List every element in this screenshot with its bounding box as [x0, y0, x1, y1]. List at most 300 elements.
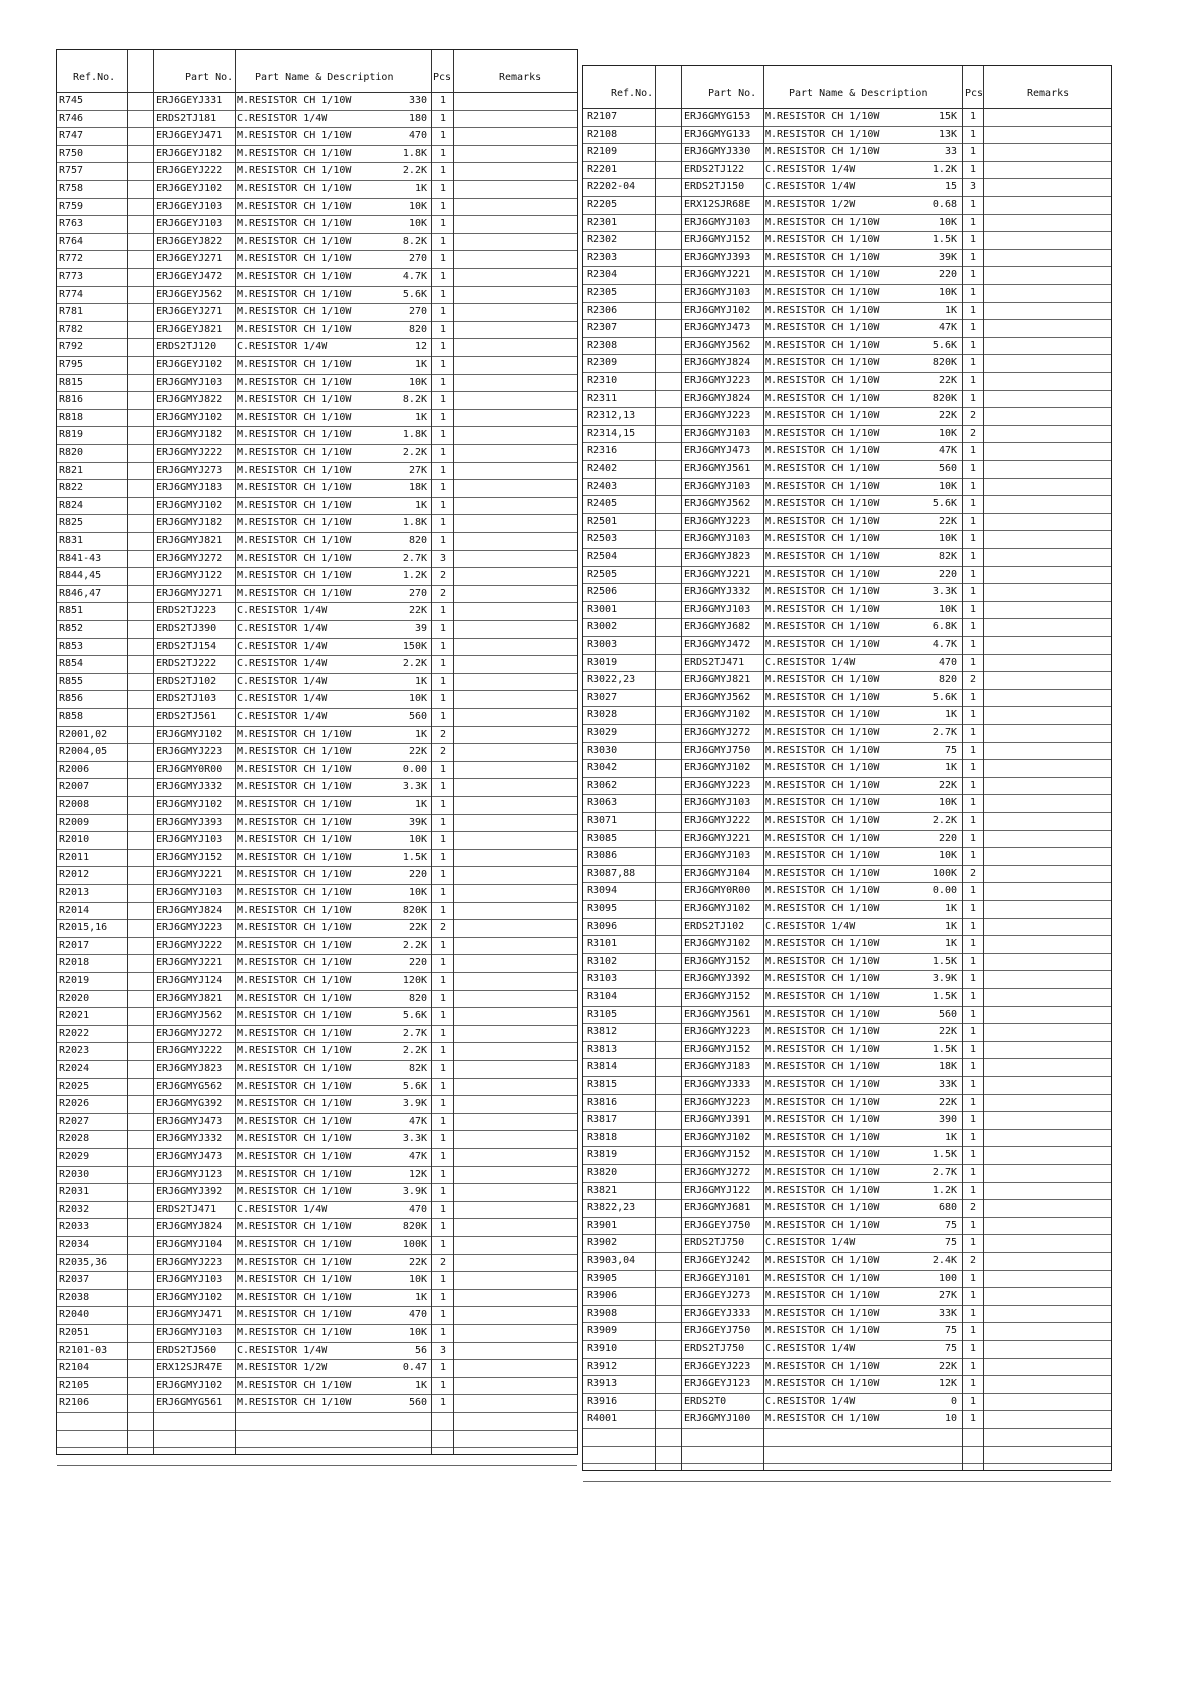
part-no-cell: ERJ6GMYJ102 [684, 762, 751, 774]
ref-no-cell: R2051 [59, 1327, 90, 1338]
ref-no-cell: R3901 [587, 1219, 618, 1231]
table-row [583, 284, 1111, 303]
ref-no-cell: R2104 [59, 1362, 90, 1374]
table-row [583, 1182, 1111, 1201]
table-row [57, 1306, 577, 1325]
table-row [57, 444, 577, 463]
part-name-cell: M.RESISTOR CH 1/10W [237, 1027, 352, 1039]
part-name-cell: M.RESISTOR CH 1/10W [765, 1307, 880, 1319]
value-cell: 0.00 [932, 885, 957, 897]
value-cell: 22K [938, 1096, 957, 1108]
table-row [57, 1289, 577, 1308]
part-name-cell: M.RESISTOR CH 1/10W [765, 1202, 880, 1214]
ref-no-cell: R2505 [587, 568, 618, 580]
table-row [583, 1041, 1111, 1060]
ref-no-cell: R3812 [587, 1026, 618, 1038]
table-row [57, 1271, 577, 1290]
ref-no-cell: R3908 [587, 1307, 618, 1319]
value-cell: 1K [414, 728, 427, 740]
part-no-cell: ERJ6GMYJ562 [684, 498, 751, 510]
value-cell: 12K [408, 1168, 427, 1180]
header-remarks: Remarks [499, 72, 542, 83]
part-name-cell: M.RESISTOR CH 1/10W [237, 218, 352, 230]
part-name-cell: M.RESISTOR CH 1/10W [765, 903, 880, 914]
part-no-cell: ERJ6GEYJ821 [156, 323, 223, 335]
header-part-name: Part Name & Description [789, 88, 928, 99]
pcs-cell: 2 [969, 1202, 977, 1214]
value-cell: 8.2K [402, 394, 427, 406]
part-no-cell: ERJ6GMYJ102 [156, 411, 223, 423]
pcs-cell: 1 [969, 128, 977, 140]
ref-no-cell: R822 [59, 482, 84, 494]
part-name-cell: M.RESISTOR CH 1/10W [765, 586, 880, 598]
pcs-cell: 1 [439, 95, 447, 106]
pcs-cell: 1 [439, 799, 447, 810]
table-row [57, 866, 577, 885]
table-row [57, 127, 577, 146]
value-cell: 39K [408, 816, 427, 828]
table-row [583, 1217, 1111, 1236]
pcs-cell: 1 [969, 991, 977, 1002]
part-name-cell: M.RESISTOR CH 1/10W [765, 463, 880, 474]
table-row [583, 777, 1111, 796]
table-row [583, 1287, 1111, 1306]
part-no-cell: ERJ6GMYJ393 [684, 251, 751, 263]
pcs-cell: 1 [439, 235, 447, 247]
pcs-cell: 1 [969, 1307, 977, 1319]
value-cell: 3.3K [402, 781, 427, 793]
table-row [583, 1129, 1111, 1148]
table-row [57, 250, 577, 269]
ref-no-cell: R3821 [587, 1184, 618, 1196]
ref-no-cell: R3815 [587, 1079, 618, 1090]
value-cell: 1K [414, 411, 427, 423]
table-row [583, 1270, 1111, 1289]
pcs-cell: 1 [439, 482, 447, 494]
value-cell: 1.2K [932, 163, 957, 175]
ref-no-cell: R2022 [59, 1027, 90, 1039]
part-no-cell: ERJ6GMYJ562 [684, 691, 751, 703]
value-cell: 8.2K [402, 235, 427, 247]
pcs-cell: 1 [969, 762, 977, 774]
part-no-cell: ERDS2T0 [684, 1395, 727, 1407]
value-cell: 2.2K [402, 165, 427, 177]
ref-no-cell: R3086 [587, 850, 618, 862]
value-cell: 150K [402, 640, 427, 652]
part-no-cell: ERJ6GMYJ103 [156, 834, 223, 846]
table-row [57, 796, 577, 815]
empty-row [57, 1430, 577, 1449]
ref-no-cell: R3085 [587, 832, 618, 844]
table-row [57, 1342, 577, 1361]
table-row [57, 462, 577, 481]
pcs-cell: 1 [439, 517, 447, 529]
ref-no-cell: R846,47 [59, 587, 102, 599]
value-cell: 13K [938, 128, 957, 140]
part-name-cell: M.RESISTOR CH 1/10W [765, 128, 880, 140]
pcs-cell: 1 [439, 640, 447, 652]
ref-no-cell: R816 [59, 394, 84, 406]
part-name-cell: M.RESISTOR CH 1/10W [237, 306, 352, 318]
ref-no-cell: R851 [59, 605, 84, 617]
value-cell: 2.2K [402, 447, 427, 458]
pcs-cell: 1 [439, 693, 447, 705]
part-name-cell: M.RESISTOR CH 1/10W [237, 517, 352, 529]
part-name-cell: M.RESISTOR CH 1/10W [237, 570, 352, 582]
part-name-cell: M.RESISTOR CH 1/10W [237, 992, 352, 1004]
part-name-cell: M.RESISTOR CH 1/10W [765, 410, 880, 422]
part-name-cell: M.RESISTOR CH 1/10W [237, 130, 352, 142]
table-row [57, 92, 577, 111]
ref-no-cell: R795 [59, 359, 84, 370]
value-cell: 10K [938, 603, 957, 615]
table-row [583, 478, 1111, 497]
value-cell: 270 [408, 253, 427, 265]
pcs-cell: 1 [439, 1186, 447, 1198]
part-name-cell: M.RESISTOR CH 1/10W [237, 1327, 352, 1338]
pcs-cell: 2 [439, 1256, 447, 1268]
value-cell: 10 [944, 1413, 957, 1425]
part-name-cell: M.RESISTOR CH 1/10W [237, 1291, 352, 1303]
value-cell: 1.2K [402, 570, 427, 582]
part-no-cell: ERJ6GMYJ223 [156, 1256, 223, 1268]
pcs-cell: 1 [969, 586, 977, 598]
part-no-cell: ERJ6GMYJ221 [684, 832, 751, 844]
part-no-cell: ERDS2TJ154 [156, 640, 217, 652]
table-row [583, 706, 1111, 725]
value-cell: 47K [938, 445, 957, 457]
table-row [57, 937, 577, 956]
ref-no-cell: R3087,88 [587, 867, 636, 879]
part-name-cell: M.RESISTOR CH 1/10W [237, 447, 352, 458]
ref-no-cell: R2032 [59, 1203, 90, 1215]
pcs-cell: 1 [969, 1325, 977, 1337]
table-row [583, 1234, 1111, 1253]
pcs-cell: 1 [439, 165, 447, 177]
ref-no-cell: R2310 [587, 375, 618, 386]
table-row [57, 356, 577, 375]
part-name-cell: M.RESISTOR CH 1/10W [765, 251, 880, 263]
pcs-cell: 1 [439, 1221, 447, 1233]
value-cell: 2.2K [932, 815, 957, 826]
part-no-cell: ERJ6GEYJ103 [156, 218, 223, 230]
value-cell: 10K [938, 480, 957, 492]
part-no-cell: ERJ6GMYJ272 [684, 1167, 751, 1178]
pcs-cell: 1 [439, 869, 447, 881]
part-name-cell: M.RESISTOR CH 1/10W [765, 1219, 880, 1231]
value-cell: 10K [408, 1274, 427, 1286]
table-row [57, 145, 577, 164]
ref-no-cell: R2201 [587, 163, 618, 175]
part-name-cell: M.RESISTOR CH 1/10W [765, 357, 880, 369]
value-cell: 10K [938, 533, 957, 545]
part-name-cell: C.RESISTOR 1/4W [237, 112, 328, 124]
value-cell: 560 [938, 1008, 957, 1020]
table-row [57, 902, 577, 921]
part-no-cell: ERJ6GMYJ103 [156, 376, 223, 388]
pcs-cell: 1 [969, 287, 977, 298]
table-row [57, 831, 577, 850]
pcs-cell: 1 [439, 323, 447, 335]
pcs-cell: 2 [969, 674, 977, 686]
value-cell: 470 [938, 656, 957, 668]
part-name-cell: M.RESISTOR CH 1/10W [765, 551, 880, 562]
part-no-cell: ERJ6GMYJ103 [156, 1327, 223, 1338]
part-no-cell: ERJ6GMYJ332 [156, 781, 223, 793]
pcs-cell: 1 [969, 480, 977, 492]
table-row [583, 178, 1111, 197]
pcs-cell: 1 [969, 920, 977, 932]
table-row [583, 1358, 1111, 1377]
part-no-cell: ERJ6GMYJ122 [156, 570, 223, 582]
pcs-cell: 1 [439, 376, 447, 388]
ref-no-cell: R2015,16 [59, 922, 108, 934]
ref-no-cell: R3095 [587, 903, 618, 914]
pcs-cell: 1 [439, 253, 447, 265]
pcs-cell: 1 [439, 1115, 447, 1127]
part-no-cell: ERJ6GMYJ391 [684, 1114, 751, 1126]
ref-no-cell: R2205 [587, 199, 618, 210]
part-name-cell: M.RESISTOR CH 1/10W [765, 938, 880, 950]
pcs-cell: 1 [439, 147, 447, 159]
part-name-cell: M.RESISTOR CH 1/10W [237, 887, 352, 898]
part-no-cell: ERJ6GEYJ102 [156, 183, 223, 194]
table-row [57, 655, 577, 674]
part-no-cell: ERJ6GEYJ182 [156, 147, 223, 159]
table-row [57, 1042, 577, 1061]
pcs-cell: 1 [439, 834, 447, 846]
table-row [57, 954, 577, 973]
table-row [583, 759, 1111, 778]
part-no-cell: ERJ6GMYJ182 [156, 429, 223, 441]
header-part-no: Part No. [708, 88, 757, 99]
pcs-cell: 1 [439, 1362, 447, 1374]
pcs-cell: 1 [969, 903, 977, 914]
value-cell: 10K [408, 218, 427, 230]
value-cell: 27K [408, 464, 427, 476]
pcs-cell: 1 [439, 288, 447, 300]
part-no-cell: ERJ6GMYJ102 [156, 1379, 223, 1391]
pcs-cell: 1 [969, 955, 977, 967]
table-row [57, 1359, 577, 1378]
pcs-cell: 1 [969, 234, 977, 246]
value-cell: 470 [408, 130, 427, 142]
table-row [583, 1252, 1111, 1271]
ref-no-cell: R3103 [587, 973, 618, 985]
ref-no-cell: R2101-03 [59, 1344, 108, 1356]
part-name-cell: M.RESISTOR CH 1/10W [765, 146, 880, 158]
part-no-cell: ERJ6GEYJ271 [156, 253, 223, 265]
ref-no-cell: R2011 [59, 851, 90, 863]
ref-no-cell: R2309 [587, 357, 618, 369]
pcs-cell: 1 [969, 1043, 977, 1055]
table-row [583, 794, 1111, 813]
pcs-cell: 1 [969, 1413, 977, 1425]
part-no-cell: ERJ6GMY0R00 [156, 763, 223, 775]
pcs-cell: 2 [439, 746, 447, 758]
part-name-cell: M.RESISTOR CH 1/10W [237, 922, 352, 934]
ref-no-cell: R3030 [587, 744, 618, 756]
value-cell: 22K [408, 922, 427, 934]
value-cell: 75 [944, 1219, 957, 1231]
table-row [583, 1076, 1111, 1095]
part-no-cell: ERDS2TJ471 [156, 1203, 217, 1215]
table-row [583, 354, 1111, 373]
table-row [57, 1377, 577, 1396]
pcs-cell: 1 [969, 375, 977, 386]
table-row [583, 442, 1111, 461]
ref-no-cell: R2402 [587, 463, 618, 474]
pcs-cell: 1 [439, 499, 447, 511]
part-no-cell: ERJ6GMYJ183 [684, 1061, 751, 1073]
ref-no-cell: R2008 [59, 799, 90, 810]
pcs-cell: 1 [969, 832, 977, 844]
value-cell: 2.2K [402, 939, 427, 951]
part-name-cell: C.RESISTOR 1/4W [765, 181, 856, 193]
pcs-cell: 1 [439, 851, 447, 863]
part-no-cell: ERJ6GMYJ473 [156, 1115, 223, 1127]
value-cell: 470 [408, 1203, 427, 1215]
part-no-cell: ERJ6GMYJ223 [684, 410, 751, 422]
value-cell: 18K [408, 482, 427, 494]
part-name-cell: C.RESISTOR 1/4W [237, 711, 328, 722]
part-no-cell: ERJ6GMYJ103 [684, 850, 751, 862]
part-no-cell: ERJ6GMYJ333 [684, 1079, 751, 1090]
value-cell: 10K [408, 693, 427, 705]
part-no-cell: ERJ6GMYJ392 [684, 973, 751, 985]
ref-no-cell: R2108 [587, 128, 618, 140]
part-name-cell: M.RESISTOR CH 1/10W [765, 1061, 880, 1073]
value-cell: 1.5K [932, 1043, 957, 1055]
ref-no-cell: R3063 [587, 797, 618, 809]
ref-no-cell: R3105 [587, 1008, 618, 1020]
pcs-cell: 1 [969, 639, 977, 650]
value-cell: 560 [938, 463, 957, 474]
part-no-cell: ERJ6GMYJ103 [684, 287, 751, 298]
part-no-cell: ERJ6GEYJ223 [684, 1360, 751, 1372]
header-pcs: Pcs [433, 72, 452, 83]
ref-no-cell: R3042 [587, 762, 618, 774]
part-no-cell: ERJ6GMYJ392 [156, 1186, 223, 1198]
value-cell: 820K [932, 392, 957, 404]
ref-no-cell: R2106 [59, 1397, 90, 1409]
ref-no-cell: R764 [59, 235, 84, 247]
table-row [583, 1058, 1111, 1077]
part-no-cell: ERJ6GMYJ221 [156, 869, 223, 881]
value-cell: 22K [938, 515, 957, 527]
ref-no-cell: R2027 [59, 1115, 90, 1127]
ref-no-cell: R2038 [59, 1291, 90, 1303]
pcs-cell: 1 [969, 1061, 977, 1073]
part-no-cell: ERJ6GMYJ182 [156, 517, 223, 529]
value-cell: 10K [408, 200, 427, 212]
part-name-cell: M.RESISTOR CH 1/10W [765, 1079, 880, 1090]
ref-no-cell: R2028 [59, 1133, 90, 1145]
ref-no-cell: R2009 [59, 816, 90, 828]
value-cell: 820 [408, 535, 427, 546]
value-cell: 82K [408, 1063, 427, 1074]
table-row [583, 1322, 1111, 1341]
part-no-cell: ERJ6GMYJ822 [156, 394, 223, 406]
value-cell: 390 [938, 1114, 957, 1126]
part-no-cell: ERJ6GMYJ223 [684, 1096, 751, 1108]
table-row [57, 761, 577, 780]
part-name-cell: C.RESISTOR 1/4W [765, 656, 856, 668]
value-cell: 22K [938, 375, 957, 386]
part-name-cell: M.RESISTOR CH 1/10W [237, 411, 352, 423]
part-name-cell: M.RESISTOR CH 1/10W [237, 1274, 352, 1286]
part-no-cell: ERJ6GMYJ223 [684, 779, 751, 791]
part-no-cell: ERJ6GEYJ472 [156, 271, 223, 282]
ref-no-cell: R3910 [587, 1343, 618, 1354]
table-row [57, 1095, 577, 1114]
table-row [57, 550, 577, 569]
part-name-cell: M.RESISTOR CH 1/10W [765, 1290, 880, 1302]
part-name-cell: C.RESISTOR 1/4W [765, 1237, 856, 1249]
value-cell: 22K [938, 779, 957, 791]
pcs-cell: 1 [969, 727, 977, 738]
value-cell: 1K [944, 304, 957, 316]
value-cell: 22K [408, 605, 427, 617]
part-no-cell: ERJ6GEYJ750 [684, 1219, 751, 1231]
pcs-cell: 1 [969, 973, 977, 985]
part-no-cell: ERJ6GMYJ103 [684, 603, 751, 615]
ref-no-cell: R855 [59, 675, 84, 687]
part-no-cell: ERDS2TJ560 [156, 1344, 217, 1356]
pcs-cell: 1 [439, 1309, 447, 1321]
value-cell: 1.2K [932, 1184, 957, 1196]
part-no-cell: ERDS2TJ122 [684, 163, 745, 175]
value-cell: 10K [408, 834, 427, 846]
table-row [57, 743, 577, 762]
value-cell: 1K [414, 183, 427, 194]
part-name-cell: M.RESISTOR CH 1/10W [237, 253, 352, 265]
table-row [57, 391, 577, 410]
value-cell: 1K [944, 709, 957, 721]
pcs-cell: 1 [969, 1149, 977, 1161]
ref-no-cell: R2033 [59, 1221, 90, 1233]
table-row [583, 161, 1111, 180]
part-name-cell: M.RESISTOR CH 1/10W [765, 762, 880, 774]
value-cell: 2.2K [402, 658, 427, 670]
pcs-cell: 1 [969, 938, 977, 950]
value-cell: 820K [402, 904, 427, 916]
ref-no-cell: R757 [59, 165, 84, 177]
table-row [583, 671, 1111, 690]
part-name-cell: M.RESISTOR CH 1/10W [237, 781, 352, 793]
part-name-cell: M.RESISTOR CH 1/10W [765, 832, 880, 844]
pcs-cell: 1 [969, 339, 977, 351]
part-no-cell: ERJ6GMYJ824 [684, 357, 751, 369]
part-no-cell: ERJ6GMYJ821 [684, 674, 751, 686]
part-no-cell: ERJ6GMYJ473 [684, 322, 751, 334]
part-no-cell: ERJ6GMYJ221 [684, 568, 751, 580]
part-name-cell: M.RESISTOR CH 1/10W [237, 851, 352, 863]
part-no-cell: ERJ6GMYJ152 [684, 991, 751, 1002]
pcs-cell: 1 [969, 1026, 977, 1038]
pcs-cell: 1 [969, 357, 977, 369]
table-row [57, 1183, 577, 1202]
value-cell: 100K [402, 1239, 427, 1250]
ref-no-cell: R3819 [587, 1149, 618, 1161]
part-no-cell: ERJ6GMYJ102 [684, 1131, 751, 1143]
table-row [583, 214, 1111, 233]
table-row [57, 602, 577, 621]
pcs-cell: 1 [439, 763, 447, 775]
table-row [583, 918, 1111, 937]
ref-no-cell: R2306 [587, 304, 618, 316]
pcs-cell: 1 [439, 1063, 447, 1074]
